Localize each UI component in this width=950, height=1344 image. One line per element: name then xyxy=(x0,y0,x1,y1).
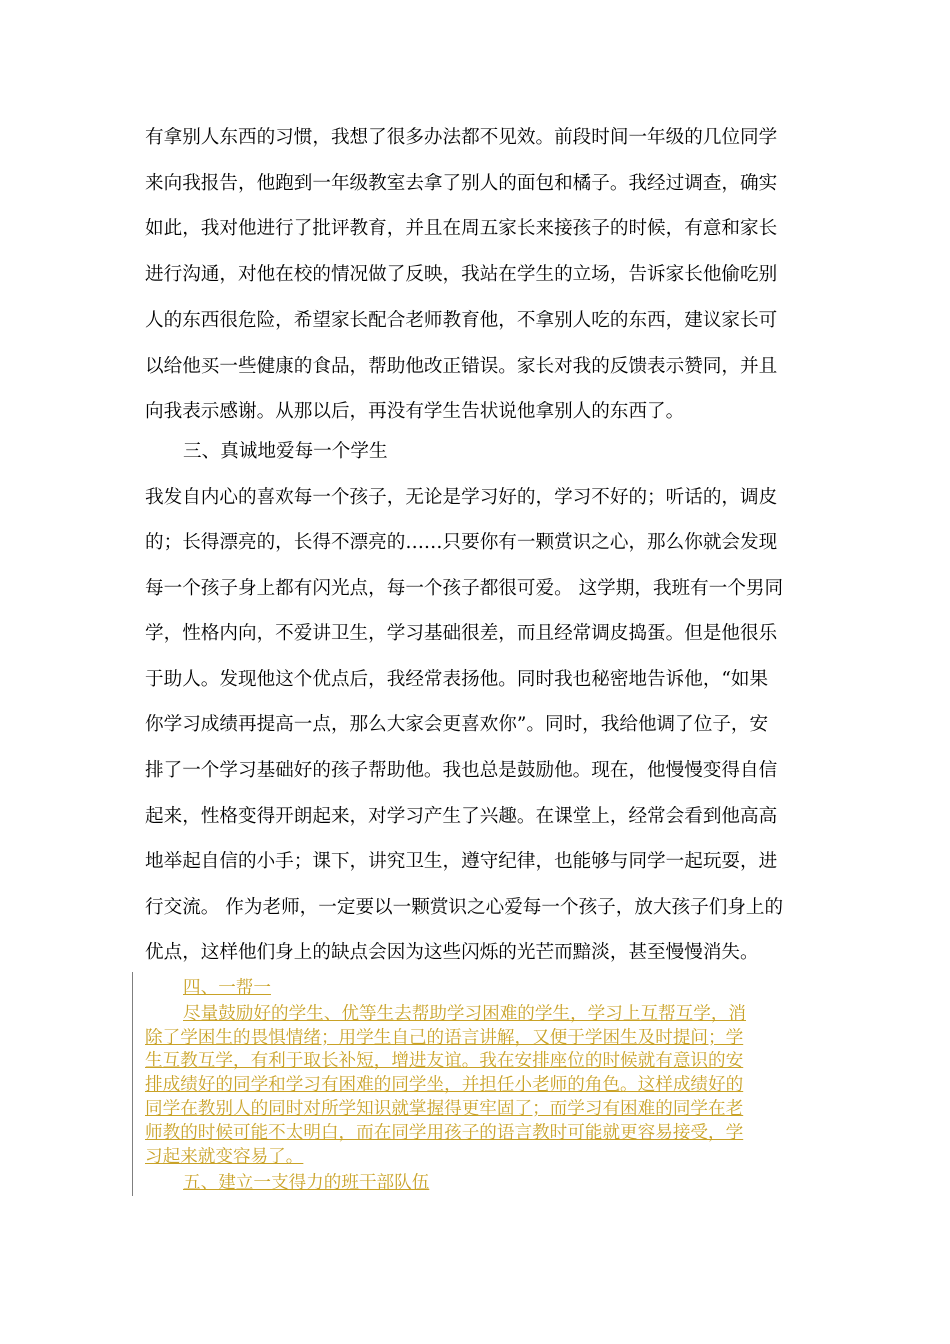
body-line-6: 以给他买一些健康的食品，帮助他改正错误。家长对我的反馈表示赞同，并且 xyxy=(145,356,778,377)
section-3-line-4: 学，性格内向，不爱讲卫生，学习基础很差，而且经常调皮捣蛋。但是他很乐 xyxy=(145,623,778,644)
section-3-line-5: 于助人。发现他这个优点后，我经常表扬他。同时我也秘密地告诉他，“如果 xyxy=(145,669,769,690)
tracked-line-7: 习起来就变容易了。 xyxy=(145,1147,304,1167)
tracked-line-6: 师教的时候可能不太明白，而在同学用孩子的语言教时可能就更容易接受，学 xyxy=(145,1123,744,1143)
tracked-line-2: 除了学困生的畏惧情绪；用学生自己的语言讲解，又便于学困生及时提问；学 xyxy=(145,1028,744,1048)
tracked-line-4: 排成绩好的同学和学习有困难的同学坐，并担任小老师的角色。这样成绩好的 xyxy=(145,1075,744,1095)
section-3-heading: 三、真诚地爱每一个学生 xyxy=(183,441,388,462)
section-3-line-8: 起来，性格变得开朗起来，对学习产生了兴趣。在课堂上，经常会看到他高高 xyxy=(145,806,778,827)
tracked-heading-5: 五、建立一支得力的班干部队伍 xyxy=(183,1173,430,1193)
revision-change-bar xyxy=(132,972,133,1196)
tracked-heading-4: 四、一帮一 xyxy=(183,978,271,998)
body-line-5: 人的东西很危险，希望家长配合老师教育他，不拿别人吃的东西，建议家长可 xyxy=(145,310,778,331)
section-3-line-6: 你学习成绩再提高一点，那么大家会更喜欢你”。同时，我给他调了位子，安 xyxy=(145,714,769,735)
tracked-line-1: 尽量鼓励好的学生、优等生去帮助学习困难的学生，学习上互帮互学，消 xyxy=(183,1004,747,1024)
section-3-line-9: 地举起自信的小手；课下，讲究卫生，遵守纪律，也能够与同学一起玩耍，进 xyxy=(145,851,778,872)
body-line-3: 如此，我对他进行了批评教育，并且在周五家长来接孩子的时候，有意和家长 xyxy=(145,218,778,239)
tracked-line-3: 生互教互学，有利于取长补短，增进友谊。我在安排座位的时候就有意识的安 xyxy=(145,1051,744,1071)
section-3-line-10: 行交流。 作为老师，一定要以一颗赏识之心爱每一个孩子，放大孩子们身上的 xyxy=(145,897,784,918)
body-line-7: 向我表示感谢。从那以后，再没有学生告状说他拿别人的东西了。 xyxy=(145,401,685,422)
body-line-1: 有拿别人东西的习惯，我想了很多办法都不见效。前段时间一年级的几位同学 xyxy=(145,127,778,148)
section-3-line-3: 每一个孩子身上都有闪光点，每一个孩子都很可爱。 这学期，我班有一个男同 xyxy=(145,578,784,599)
body-line-4: 进行沟通，对他在校的情况做了反映，我站在学生的立场，告诉家长他偷吃别 xyxy=(145,264,778,285)
section-3-line-11: 优点，这样他们身上的缺点会因为这些闪烁的光芒而黯淡，甚至慢慢消失。 xyxy=(145,942,759,963)
section-3-line-7: 排了一个学习基础好的孩子帮助他。我也总是鼓励他。现在，他慢慢变得自信 xyxy=(145,760,778,781)
tracked-line-5: 同学在教别人的同时对所学知识就掌握得更牢固了；而学习有困难的同学在老 xyxy=(145,1099,744,1119)
section-3-line-2: 的；长得漂亮的，长得不漂亮的……只要你有一颗赏识之心，那么你就会发现 xyxy=(145,532,778,553)
body-line-2: 来向我报告，他跑到一年级教室去拿了别人的面包和橘子。我经过调查，确实 xyxy=(145,173,778,194)
section-3-line-1: 我发自内心的喜欢每一个孩子，无论是学习好的，学习不好的；听话的，调皮 xyxy=(145,487,778,508)
